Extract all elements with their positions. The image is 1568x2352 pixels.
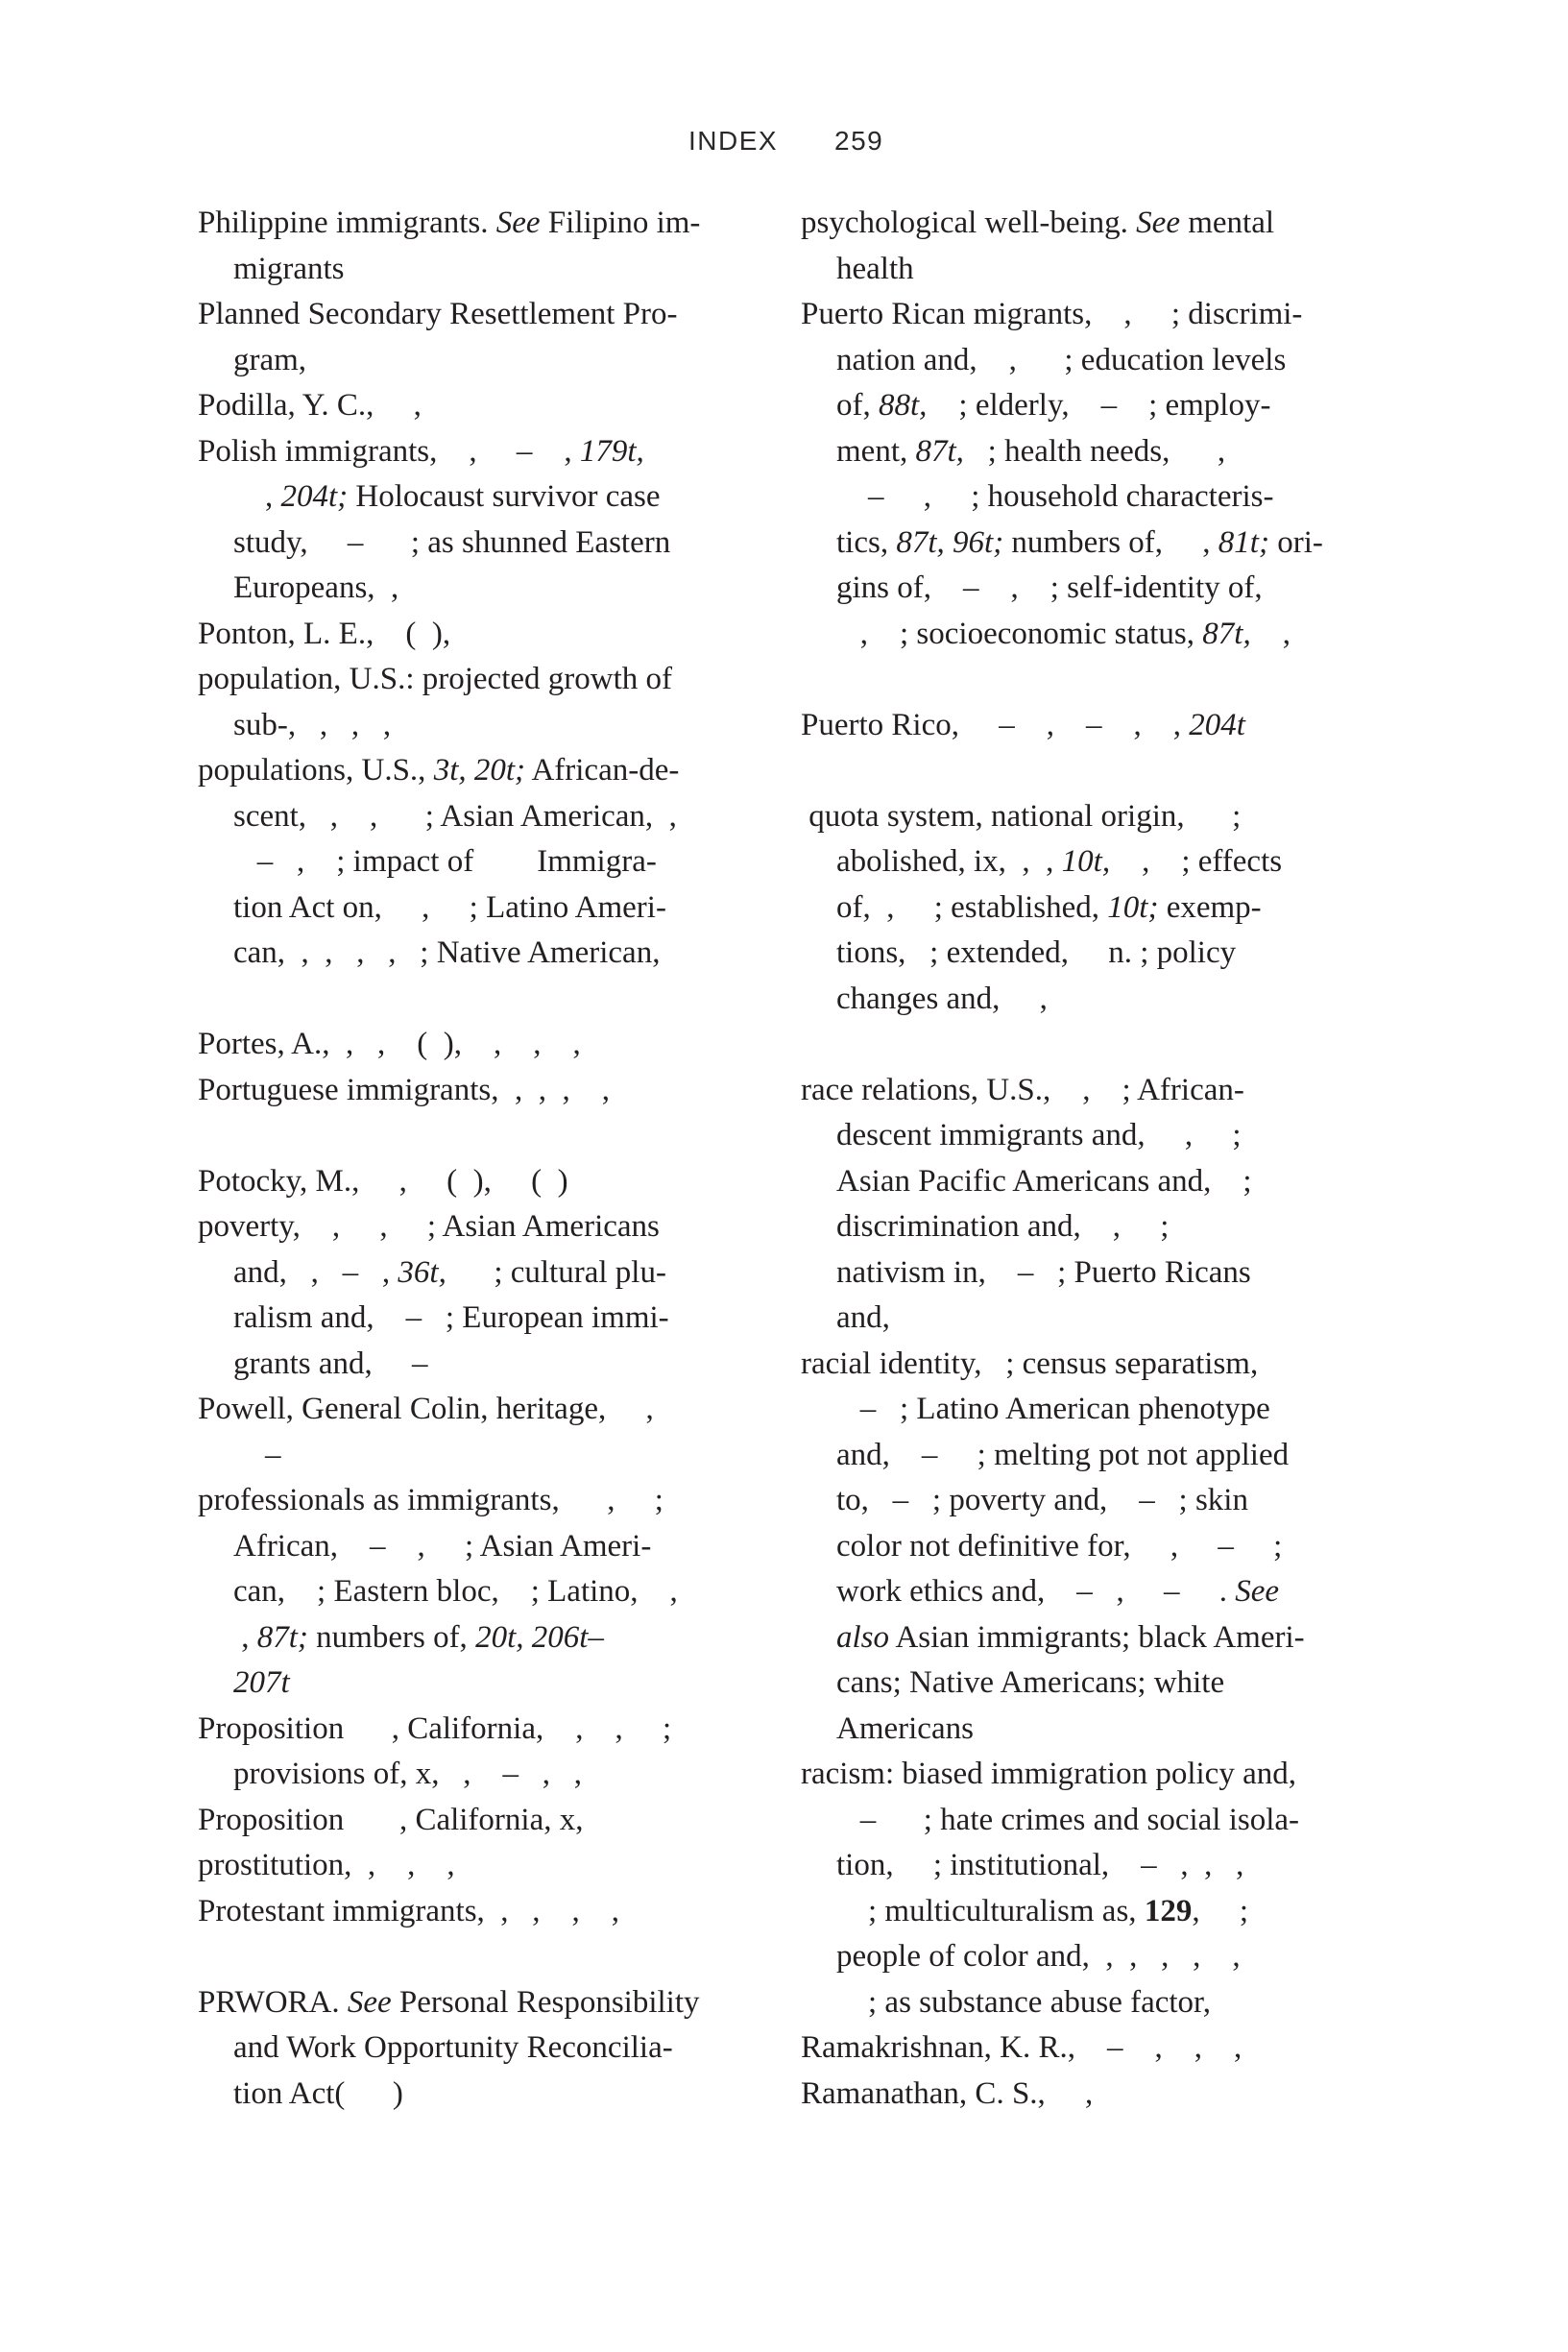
index-line (801, 1022, 1396, 1068)
index-line-segment: Holocaust survivor case (348, 479, 661, 514)
index-line (233, 977, 793, 1023)
index-line-segment: See (347, 1984, 392, 2020)
index-line (198, 748, 793, 794)
index-line (198, 1980, 793, 2026)
index-line (836, 839, 1396, 885)
index-line (198, 1478, 793, 1524)
index-line (836, 612, 1396, 658)
index-line-segment: scent, , , ; Asian American, , (233, 798, 677, 834)
index-line-segment: 36t, (398, 1254, 446, 1290)
index-line (836, 338, 1396, 384)
index-line (836, 521, 1396, 567)
index-line-segment: 207t (233, 1665, 290, 1700)
index-line (801, 794, 1396, 840)
index-line (198, 383, 793, 429)
index-line-segment: grants and, – (233, 1346, 428, 1381)
index-line (233, 703, 793, 749)
index-line (233, 1569, 793, 1615)
index-line (198, 612, 793, 658)
index-line-segment: and Work Opportunity Reconcilia- (233, 2030, 673, 2065)
index-line (836, 1387, 1396, 1433)
index-column-left (198, 201, 793, 2117)
index-line (233, 247, 793, 293)
index-line-segment: and, – ; melting pot not applied (836, 1437, 1290, 1472)
index-line (198, 429, 793, 475)
index-line (233, 474, 793, 521)
index-line-segment: gram, (233, 342, 307, 377)
index-line-segment: nation and, , ; education levels (836, 342, 1287, 377)
index-line-segment: ; health needs, , (963, 433, 1226, 469)
index-line-segment: Polish immigrants, , – , (198, 433, 580, 469)
index-line (836, 977, 1396, 1023)
index-line-segment: 88t, (879, 388, 928, 423)
index-line (836, 383, 1396, 429)
index-line (233, 566, 793, 612)
index-line (233, 338, 793, 384)
index-line-segment: Protestant immigrants, , , , , (198, 1893, 620, 1928)
index-line-segment: 87t, (1202, 616, 1251, 651)
index-line (801, 2072, 1396, 2118)
index-line-segment: , ; effects (1110, 844, 1283, 879)
index-line (836, 1569, 1396, 1615)
index-line (198, 1387, 793, 1433)
index-line-segment: Ramanathan, C. S., , (801, 2075, 1094, 2111)
index-line (233, 1661, 793, 1707)
index-line (233, 1113, 793, 1159)
index-line (198, 1159, 793, 1205)
index-line (233, 1296, 793, 1342)
index-line (233, 2025, 793, 2072)
index-line (233, 2072, 793, 2118)
index-line-segment: 87t, (915, 433, 964, 469)
index-line (836, 1843, 1396, 1889)
index-line-segment: poverty, , , ; Asian Americans (198, 1209, 660, 1244)
index-line (836, 247, 1396, 293)
index-line (233, 931, 793, 977)
index-line (801, 703, 1396, 749)
index-line (233, 885, 793, 932)
index-line (836, 1615, 1396, 1661)
index-line-segment: 81t; (1218, 524, 1269, 560)
index-line-segment: of, , ; established, (836, 889, 1108, 925)
index-line-segment: quota system, national origin, ; (801, 798, 1242, 834)
index-line-segment: of, (836, 388, 879, 423)
index-line (233, 839, 793, 885)
index-line-segment: , (1250, 616, 1291, 651)
index-line (233, 1250, 793, 1297)
index-line-segment: Asian immigrants; black Ameri- (889, 1619, 1305, 1655)
index-line (836, 1980, 1396, 2026)
index-line-segment: ralism and, – ; European immi- (233, 1300, 669, 1335)
index-line (836, 1524, 1396, 1570)
index-line-segment: populations, U.S., (198, 753, 434, 788)
index-line-segment: race relations, U.S., , ; African- (801, 1072, 1244, 1107)
index-line-segment: to, – ; poverty and, – ; skin (836, 1483, 1248, 1517)
index-line (836, 885, 1396, 932)
index-line-segment: racial identity, ; census separatism, (801, 1346, 1259, 1381)
index-line-segment: Powell, General Colin, heritage, , (198, 1392, 654, 1426)
index-line (836, 1113, 1396, 1159)
index-line-segment: 3t, 20t; (433, 753, 526, 788)
index-line-segment: See (1235, 1574, 1279, 1609)
index-line (801, 2025, 1396, 2072)
index-line (836, 1296, 1396, 1342)
index-line (198, 1022, 793, 1068)
index-line-segment: Ponton, L. E., ( ), (198, 616, 451, 651)
index-line-segment: Puerto Rico, – , – , , (801, 707, 1190, 742)
index-line-segment: people of color and, , , , , , (836, 1939, 1241, 1974)
index-line-segment: nativism in, – ; Puerto Ricans (836, 1254, 1251, 1290)
index-line (801, 748, 1396, 794)
index-line (836, 1707, 1396, 1753)
index-line-segment: Puerto Rican migrants, , ; discrimi- (801, 297, 1303, 331)
page-title: INDEX (688, 126, 779, 156)
index-line (836, 566, 1396, 612)
index-line-segment: Philippine immigrants. (198, 206, 496, 240)
index-line (233, 1342, 793, 1388)
index-line-segment: , ; socioeconomic status, (836, 616, 1203, 651)
index-line (836, 474, 1396, 521)
index-line-segment: provisions of, x, , – , , (233, 1757, 582, 1791)
index-line-segment: cans; Native Americans; white (836, 1665, 1225, 1700)
index-line (198, 292, 793, 338)
index-line-segment: 87t; (256, 1619, 308, 1655)
index-line (198, 1068, 793, 1114)
index-line-segment: Personal Responsibility (391, 1984, 700, 2020)
index-line-segment: also (836, 1619, 890, 1655)
index-line-segment: Potocky, M., , ( ), ( ) (198, 1163, 568, 1199)
index-line (233, 1752, 793, 1798)
index-line (233, 521, 793, 567)
index-line (198, 1798, 793, 1844)
index-line-segment: tion, ; institutional, – , , , (836, 1848, 1244, 1882)
index-line-segment: psychological well-being. (801, 206, 1137, 240)
index-line-segment: Podilla, Y. C., , (198, 388, 422, 423)
index-line (801, 1342, 1396, 1388)
index-line-segment: can, ; Eastern bloc, ; Latino, , (233, 1574, 678, 1609)
index-line-segment: Europeans, , (233, 570, 399, 605)
index-line-segment: See (495, 206, 541, 240)
index-line (801, 292, 1396, 338)
index-line-segment: abolished, ix, , , (836, 844, 1062, 879)
index-line-segment: , (233, 1619, 257, 1655)
index-line-segment: changes and, , (836, 981, 1048, 1016)
index-line-segment: population, U.S.: projected growth of (198, 662, 673, 696)
index-line-segment: , ; (1192, 1893, 1248, 1928)
index-line-segment: , (233, 479, 281, 514)
index-line (198, 1204, 793, 1250)
index-line-segment: numbers of, (307, 1619, 476, 1655)
index-line (836, 1661, 1396, 1707)
index-line (836, 1478, 1396, 1524)
index-line-segment: African, – , ; Asian Ameri- (233, 1528, 652, 1564)
index-line (836, 1934, 1396, 1980)
index-line (801, 201, 1396, 247)
index-line-segment: ori- (1268, 524, 1323, 560)
index-line-segment: – ; Latino American phenotype (836, 1392, 1270, 1426)
index-line-segment: can, , , , , ; Native American, (233, 935, 661, 970)
index-line-segment: tics, (836, 524, 897, 560)
index-line (233, 1524, 793, 1570)
index-line (198, 1934, 793, 1980)
index-line (233, 1433, 793, 1479)
index-line (198, 1843, 793, 1889)
index-line (836, 1798, 1396, 1844)
index-line-segment: professionals as immigrants, , ; (198, 1483, 663, 1517)
index-line-segment: ment, (836, 433, 916, 469)
index-line (801, 1752, 1396, 1798)
index-line-segment: African-de- (525, 753, 680, 788)
index-line-segment: prostitution, , , , (198, 1848, 455, 1882)
index-line-segment: Ramakrishnan, K. R., – , , , (801, 2030, 1242, 2065)
index-line-segment: – ; hate crimes and social isola- (836, 1802, 1300, 1837)
index-line-segment: migrants (233, 251, 345, 286)
index-line-segment: tion Act on, , ; Latino Ameri- (233, 889, 666, 925)
index-line-segment: study, – ; as shunned Eastern (233, 524, 671, 560)
index-column-right (801, 201, 1396, 2117)
index-line-segment: ; multiculturalism as, (836, 1893, 1145, 1928)
index-line-segment: ; cultural plu- (446, 1254, 666, 1290)
index-line (198, 1707, 793, 1753)
index-line-segment: Filipino im- (540, 206, 701, 240)
page-number: 259 (834, 126, 884, 156)
running-head (0, 126, 1568, 155)
index-line-segment: – , ; household characteris- (836, 479, 1274, 514)
index-line-segment: Asian Pacific Americans and, ; (836, 1163, 1252, 1199)
index-line-segment: color not definitive for, , – ; (836, 1528, 1283, 1564)
index-line-segment: numbers of, , (1003, 524, 1218, 560)
index-line (233, 794, 793, 840)
index-line-segment: sub-, , , , (233, 707, 392, 742)
index-line-segment: 10t; (1107, 889, 1159, 925)
index-line (836, 1204, 1396, 1250)
index-line-segment: descent immigrants and, , ; (836, 1118, 1242, 1152)
index-line-segment: health (836, 251, 914, 286)
index-line-segment: exemp- (1158, 889, 1262, 925)
index-line (233, 1615, 793, 1661)
index-line-segment: and, , – , (233, 1254, 398, 1290)
index-line-segment: Proposition , California, , , ; (198, 1710, 672, 1746)
index-line (198, 201, 793, 247)
index-line-segment: 10t, (1061, 844, 1111, 879)
index-line (801, 657, 1396, 703)
index-line-segment: mental (1179, 206, 1275, 240)
index-line-segment: Planned Secondary Resettlement Pro- (198, 297, 678, 331)
index-line-segment: Portes, A., , , ( ), , , , (198, 1027, 581, 1061)
index-line (836, 429, 1396, 475)
index-line-segment: 87t, 96t; (896, 524, 1004, 560)
index-line-segment: ; as substance abuse factor, (836, 1984, 1211, 2020)
index-line-segment: ; elderly, – ; employ- (927, 388, 1271, 423)
index-line-segment: work ethics and, – , – . (836, 1574, 1236, 1609)
index-line (836, 1159, 1396, 1205)
index-line-segment: 20t, 206t– (475, 1619, 604, 1655)
index-line-segment: Americans (836, 1710, 974, 1746)
index-line-segment: discrimination and, , ; (836, 1209, 1170, 1244)
index-line-segment: 204t (1189, 707, 1245, 742)
index-line-segment: tion Act( ) (233, 2075, 403, 2111)
index-line-segment: – (233, 1437, 281, 1472)
index-line-segment: racism: biased immigration policy and, (801, 1757, 1296, 1791)
index-line-segment: 204t; (280, 479, 349, 514)
index-line-segment: gins of, – , ; self-identity of, (836, 570, 1263, 605)
index-line-segment: 179t, (579, 433, 644, 469)
index-line (836, 1250, 1396, 1297)
index-line (836, 1889, 1396, 1935)
index-line-segment: and, (836, 1300, 890, 1335)
index-line (198, 657, 793, 703)
index-line (836, 931, 1396, 977)
index-line (801, 1068, 1396, 1114)
index-line-segment: Portuguese immigrants, , , , , (198, 1072, 610, 1107)
index-line-segment: See (1136, 206, 1180, 240)
index-line-segment: tions, ; extended, n. ; policy (836, 935, 1237, 970)
index-line-segment: 129 (1144, 1893, 1193, 1928)
index-line-segment: PRWORA. (198, 1984, 348, 2020)
index-line (198, 1889, 793, 1935)
index-line-segment: Proposition , California, x, (198, 1802, 584, 1837)
index-line (836, 1433, 1396, 1479)
index-line-segment: – , ; impact of Immigra- (233, 844, 657, 879)
